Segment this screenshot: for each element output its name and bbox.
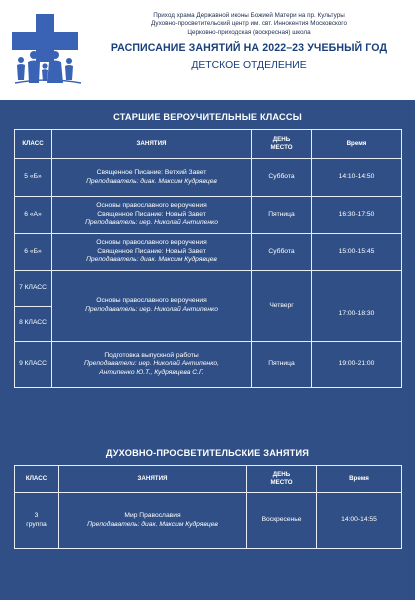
header-school: Церковно-приходская (воскресная) школа (187, 28, 311, 36)
spiritual-classes-table (14, 465, 402, 549)
col-header-class: КЛАСС (15, 466, 59, 493)
table-row (15, 493, 402, 549)
cell-day: Пятница (252, 197, 312, 234)
teacher-text: Преподаватель: диак. Максим Кудрявцев (86, 256, 217, 264)
section-title-senior: СТАРШИЕ ВЕРОУЧИТЕЛЬНЫЕ КЛАССЫ (113, 112, 302, 122)
teacher-text: Преподаватели: иер. Николай Антипенко, Антипенко Ю.Т., Кудрявцева С.Г. (84, 360, 219, 376)
cell-class-7: 7 КЛАСС (19, 283, 47, 291)
cell-class-8: 8 КЛАСС (15, 306, 51, 342)
table-header-row (15, 130, 402, 159)
subject-text: Основы православного вероучения Священное Писание: Новый Завет (96, 202, 207, 218)
page-subtitle: ДЕТСКОЕ ОТДЕЛЕНИЕ (191, 59, 307, 71)
cell-day: Воскресенье (247, 493, 317, 549)
col-header-subject: ЗАНЯТИЯ (52, 130, 252, 159)
teacher-text: Преподаватель: диак. Максим Кудрявцев (86, 177, 217, 185)
teacher-text: Преподаватель: иер. Николай Антипенко (85, 219, 218, 227)
subject-text: Основы православного вероучения Священное Писание: Новый Завет (96, 239, 207, 255)
cell-class (15, 271, 52, 342)
table-header-row (15, 466, 402, 493)
cell-class: 3 группа (15, 493, 59, 549)
cell-class: 5 «Б» (15, 159, 52, 197)
col-header-time: Время (312, 130, 402, 159)
header-parish: Приход храма Державной иконы Божией Матери на пр. Культуры (153, 12, 345, 19)
cell-time: 19:00-21:00 (312, 342, 402, 388)
cell-day: Суббота (252, 159, 312, 197)
table-row (15, 342, 402, 388)
cell-time: 14:10-14:50 (312, 159, 402, 197)
cell-day: Пятница (252, 342, 312, 388)
cell-day: Суббота (252, 234, 312, 271)
header-text (88, 12, 410, 71)
table-row (15, 234, 402, 271)
header-center: Духовно-просветительский центр им. свт. Иннокентия Московского (151, 20, 347, 28)
cell-subject (52, 159, 252, 197)
section-title-spiritual: ДУХОВНО-ПРОСВЕТИТЕЛЬСКИЕ ЗАНЯТИЯ (105, 448, 310, 458)
cell-subject (52, 234, 252, 271)
cell-subject (52, 271, 252, 342)
col-header-day (247, 466, 317, 493)
cell-subject (52, 197, 252, 234)
cell-time: 16:30-17:50 (312, 197, 402, 234)
col-header-time: Время (317, 466, 402, 493)
subject-text: Подготовка выпускной работы (104, 351, 199, 359)
col-header-day (252, 130, 312, 159)
subject-text: Мир Православия (124, 511, 181, 519)
subject-text: Основы православного вероучения (96, 297, 207, 305)
senior-classes-table (14, 129, 402, 388)
teacher-text: Преподаватель: иер. Николай Антипенко (85, 306, 218, 313)
table-row (15, 197, 402, 234)
cell-class: 9 КЛАСС (15, 342, 52, 388)
col-header-class: КЛАСС (15, 130, 52, 159)
col-header-day-line2: МЕСТО (270, 144, 293, 151)
cell-class: 6 «А» (15, 197, 52, 234)
col-header-day-line1: ДЕНЬ (272, 136, 291, 143)
cell-day: Четверг (252, 271, 312, 342)
table-row (15, 159, 402, 197)
cell-time: 15:00-15:45 (312, 234, 402, 271)
subject-text: Священное Писание: Ветхий Завет (96, 168, 207, 176)
cell-time: 17:00-18:30 (312, 271, 402, 342)
cell-class: 6 «Б» (15, 234, 52, 271)
teacher-text: Преподаватель: диак. Максим Кудрявцев (87, 520, 218, 528)
cell-time: 14:00-14:55 (317, 493, 402, 549)
col-header-day-line2: МЕСТО (270, 479, 293, 486)
cell-subject (59, 493, 247, 549)
page-title: РАСПИСАНИЕ ЗАНЯТИЙ НА 2022–23 УЧЕБНЫЙ ГОД (110, 41, 388, 54)
table-row (15, 271, 402, 342)
schedule-body (0, 100, 415, 600)
col-header-subject: ЗАНЯТИЯ (59, 466, 247, 493)
church-cross-family-logo (12, 14, 84, 86)
cell-subject (52, 342, 252, 388)
col-header-day-line1: ДЕНЬ (272, 471, 291, 478)
header (0, 0, 415, 100)
